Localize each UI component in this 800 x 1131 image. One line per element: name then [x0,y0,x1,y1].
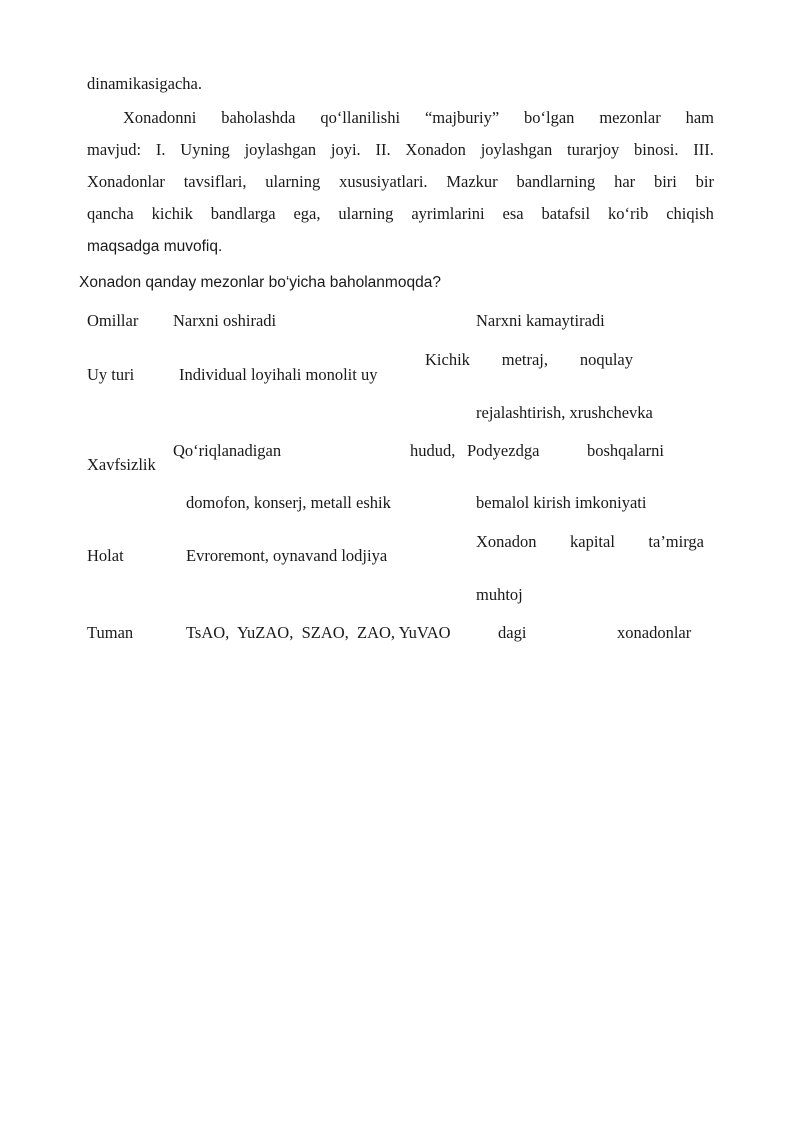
word: qancha [87,204,134,223]
word: bo‘lgan [524,108,575,127]
row-uy-turi-lower-line2: rejalashtirish, xrushchevka [476,403,653,422]
row-tuman-raise: TsAO, YuZAO, SZAO, ZAO, YuVAO [186,623,451,642]
paragraph-line-4 [87,204,714,224]
word: mezonlar [599,108,661,127]
row-tuman-lower-b: xonadonlar [617,623,692,642]
row-xavfsizlik-raise-line2: domofon, konserj, metall eshik [186,493,391,512]
word: esa [502,204,524,223]
word: joylashgan [480,140,553,159]
word: binosi. [634,140,679,159]
word: bir [695,172,714,191]
paragraph-line-1 [123,108,714,128]
word: tavsiflari, [183,172,247,191]
row-holat-factor: Holat [87,546,124,565]
word: Xonadon [476,532,537,551]
word: noqulay [579,350,633,369]
question-heading: Xonadon qanday mezonlar bo‘yicha baholanmoqda? [79,274,441,291]
paragraph-line-3 [87,172,714,192]
word: “majburiy” [424,108,500,127]
word: ega, [293,204,321,223]
word: bandlarga [210,204,276,223]
paragraph-line-0: dinamikasigacha. [87,74,203,93]
row-tuman-lower-a: dagi [498,623,527,642]
row-holat-lower-line2: muhtoj [476,585,523,604]
row-xavfsizlik-lower-line1a: Podyezdga [467,441,540,460]
header-lower: Narxni kamaytiradi [476,311,605,330]
word: chiqish [666,204,714,223]
row-tuman-factor: Tuman [87,623,134,642]
header-factor: Omillar [87,311,139,330]
word: bandlarning [516,172,596,191]
paragraph-line-2 [87,140,714,160]
word: kapital [570,532,615,551]
word: ayrimlarini [411,204,485,223]
word: joyi. [330,140,361,159]
row-xavfsizlik-raise-line1b: hudud, [410,441,456,460]
word: I. [155,140,166,159]
row-uy-turi-lower-line1 [425,350,633,370]
row-xavfsizlik-factor: Xavfsizlik [87,455,156,474]
word: baholashda [221,108,296,127]
word: kichik [151,204,193,223]
word: Xonadonlar [87,172,165,191]
row-xavfsizlik-raise-line1a: Qo‘riqlanadigan [173,441,282,460]
word: Kichik [425,350,470,369]
word: joylashgan [244,140,317,159]
word: batafsil [541,204,591,223]
word: ham [685,108,714,127]
row-xavfsizlik-lower-line2: bemalol kirish imkoniyati [476,493,647,512]
word: Xonadonni [123,108,197,127]
row-holat-raise: Evroremont, oynavand lodjiya [186,546,388,565]
paragraph-line-5: maqsadga muvofiq. [87,238,223,255]
word: metraj, [501,350,549,369]
word: ularning [338,204,394,223]
row-holat-lower-line1 [476,532,704,552]
row-uy-turi-raise: Individual loyihali monolit uy [179,365,378,384]
word: Xonadon [405,140,466,159]
word: turarjoy [567,140,620,159]
word: Uyning [180,140,230,159]
word: xususiyatlari. [339,172,428,191]
word: har [614,172,636,191]
word: III. [693,140,714,159]
word: mavjud: [87,140,142,159]
word: ko‘rib [608,204,649,223]
word: ta’mirga [648,532,704,551]
word: Mazkur [446,172,498,191]
row-uy-turi-factor: Uy turi [87,365,135,384]
word: biri [653,172,677,191]
header-raise: Narxni oshiradi [173,311,277,330]
row-xavfsizlik-lower-line1b: boshqalarni [587,441,664,460]
word: ularning [265,172,321,191]
word: II. [375,140,391,159]
word: qo‘llanilishi [320,108,401,127]
